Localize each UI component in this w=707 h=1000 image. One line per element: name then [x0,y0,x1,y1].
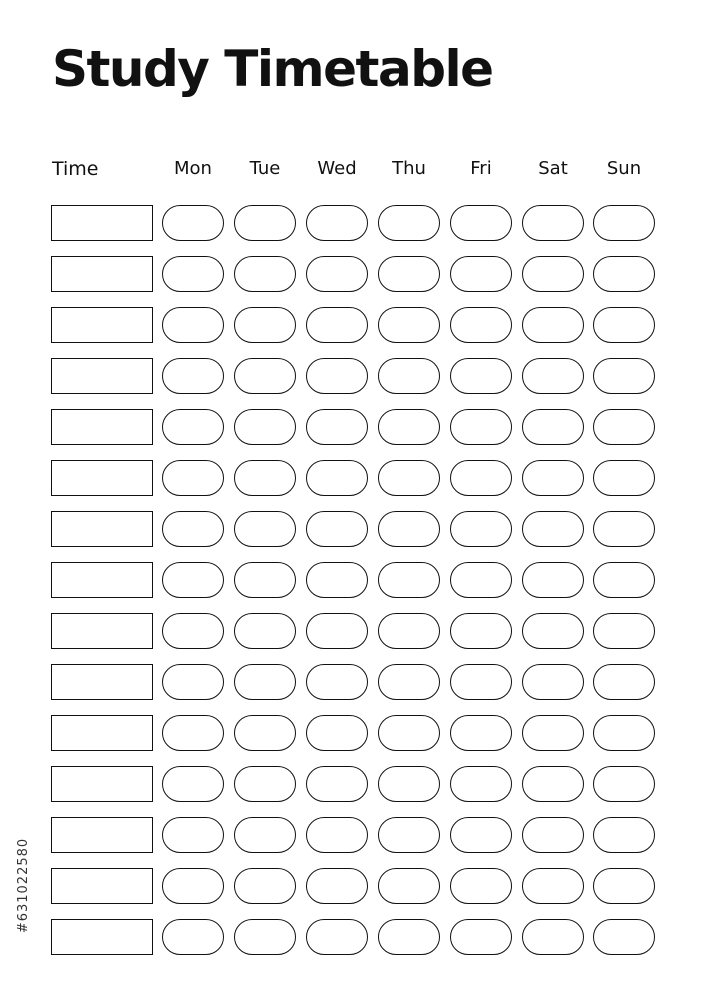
slot-thu[interactable] [378,715,440,751]
slot-sat[interactable] [522,715,584,751]
slot-wed[interactable] [306,817,368,853]
slot-thu[interactable] [378,409,440,445]
slot-wed[interactable] [306,511,368,547]
slot-sun[interactable] [593,358,655,394]
slot-tue[interactable] [234,766,296,802]
time-input-box[interactable] [51,562,153,598]
slot-tue[interactable] [234,358,296,394]
slot-thu[interactable] [378,256,440,292]
slot-sun[interactable] [593,562,655,598]
slot-fri[interactable] [450,307,512,343]
slot-sat[interactable] [522,664,584,700]
slot-thu[interactable] [378,919,440,955]
slot-mon[interactable] [162,817,224,853]
slot-mon[interactable] [162,664,224,700]
slot-thu[interactable] [378,205,440,241]
slot-sun[interactable] [593,409,655,445]
slot-thu[interactable] [378,460,440,496]
time-input-box[interactable] [51,358,153,394]
slot-sun[interactable] [593,766,655,802]
slot-tue[interactable] [234,307,296,343]
slot-tue[interactable] [234,256,296,292]
slot-thu[interactable] [378,613,440,649]
slot-mon[interactable] [162,715,224,751]
slot-sat[interactable] [522,511,584,547]
slot-thu[interactable] [378,664,440,700]
slot-sat[interactable] [522,868,584,904]
slot-thu[interactable] [378,358,440,394]
slot-mon[interactable] [162,307,224,343]
slot-sun[interactable] [593,307,655,343]
slot-tue[interactable] [234,919,296,955]
slot-sun[interactable] [593,613,655,649]
slot-mon[interactable] [162,868,224,904]
time-input-box[interactable] [51,205,153,241]
slot-wed[interactable] [306,460,368,496]
slot-wed[interactable] [306,919,368,955]
slot-wed[interactable] [306,205,368,241]
slot-thu[interactable] [378,562,440,598]
time-input-box[interactable] [51,460,153,496]
slot-sun[interactable] [593,205,655,241]
slot-sun[interactable] [593,460,655,496]
time-input-box[interactable] [51,409,153,445]
slot-mon[interactable] [162,511,224,547]
time-input-box[interactable] [51,715,153,751]
slot-sat[interactable] [522,205,584,241]
slot-fri[interactable] [450,817,512,853]
slot-wed[interactable] [306,613,368,649]
slot-tue[interactable] [234,868,296,904]
slot-sun[interactable] [593,664,655,700]
slot-sun[interactable] [593,715,655,751]
stock-id-text: #631022580 [16,837,32,933]
day-header-sat: Sat [538,158,568,179]
slot-mon[interactable] [162,460,224,496]
slot-wed[interactable] [306,664,368,700]
slot-sat[interactable] [522,409,584,445]
time-input-box[interactable] [51,919,153,955]
slot-fri[interactable] [450,256,512,292]
slot-sun[interactable] [593,256,655,292]
slot-sun[interactable] [593,919,655,955]
slot-mon[interactable] [162,919,224,955]
slot-mon[interactable] [162,409,224,445]
slot-fri[interactable] [450,919,512,955]
time-input-box[interactable] [51,868,153,904]
slot-sat[interactable] [522,460,584,496]
slot-fri[interactable] [450,664,512,700]
slot-fri[interactable] [450,613,512,649]
slot-fri[interactable] [450,511,512,547]
slot-wed[interactable] [306,766,368,802]
slot-fri[interactable] [450,358,512,394]
slot-fri[interactable] [450,205,512,241]
slot-mon[interactable] [162,205,224,241]
day-header-sun: Sun [606,158,642,179]
page-title: Study Timetable [52,40,493,98]
slot-tue[interactable] [234,715,296,751]
slot-fri[interactable] [450,766,512,802]
slot-mon[interactable] [162,766,224,802]
time-input-box[interactable] [51,511,153,547]
slot-wed[interactable] [306,256,368,292]
slot-sat[interactable] [522,613,584,649]
time-input-box[interactable] [51,664,153,700]
slot-sat[interactable] [522,358,584,394]
time-input-box[interactable] [51,256,153,292]
slot-sat[interactable] [522,307,584,343]
slot-sat[interactable] [522,766,584,802]
slot-tue[interactable] [234,205,296,241]
day-header-fri: Fri [470,158,492,179]
slot-sat[interactable] [522,256,584,292]
slot-wed[interactable] [306,358,368,394]
slot-thu[interactable] [378,511,440,547]
time-input-box[interactable] [51,817,153,853]
slot-fri[interactable] [450,868,512,904]
slot-thu[interactable] [378,307,440,343]
stock-id-watermark [13,770,35,1000]
slot-sat[interactable] [522,817,584,853]
time-column-header: Time [52,158,99,180]
slot-wed[interactable] [306,868,368,904]
slot-fri[interactable] [450,715,512,751]
day-header-thu: Thu [392,158,426,179]
slot-mon[interactable] [162,358,224,394]
slot-wed[interactable] [306,715,368,751]
slot-tue[interactable] [234,409,296,445]
time-input-box[interactable] [51,766,153,802]
slot-sun[interactable] [593,817,655,853]
slot-sun[interactable] [593,868,655,904]
slot-sat[interactable] [522,562,584,598]
slot-sun[interactable] [593,511,655,547]
slot-tue[interactable] [234,613,296,649]
slot-thu[interactable] [378,817,440,853]
slot-wed[interactable] [306,409,368,445]
time-input-box[interactable] [51,613,153,649]
day-header-tue: Tue [249,158,281,179]
slot-tue[interactable] [234,664,296,700]
day-header-wed: Wed [317,158,357,179]
time-input-box[interactable] [51,307,153,343]
slot-mon[interactable] [162,256,224,292]
slot-thu[interactable] [378,868,440,904]
slot-mon[interactable] [162,562,224,598]
slot-thu[interactable] [378,766,440,802]
slot-wed[interactable] [306,562,368,598]
slot-fri[interactable] [450,562,512,598]
slot-wed[interactable] [306,307,368,343]
slot-sat[interactable] [522,919,584,955]
slot-tue[interactable] [234,460,296,496]
slot-tue[interactable] [234,511,296,547]
day-header-mon: Mon [174,158,212,179]
slot-fri[interactable] [450,409,512,445]
slot-tue[interactable] [234,817,296,853]
slot-tue[interactable] [234,562,296,598]
slot-fri[interactable] [450,460,512,496]
slot-mon[interactable] [162,613,224,649]
